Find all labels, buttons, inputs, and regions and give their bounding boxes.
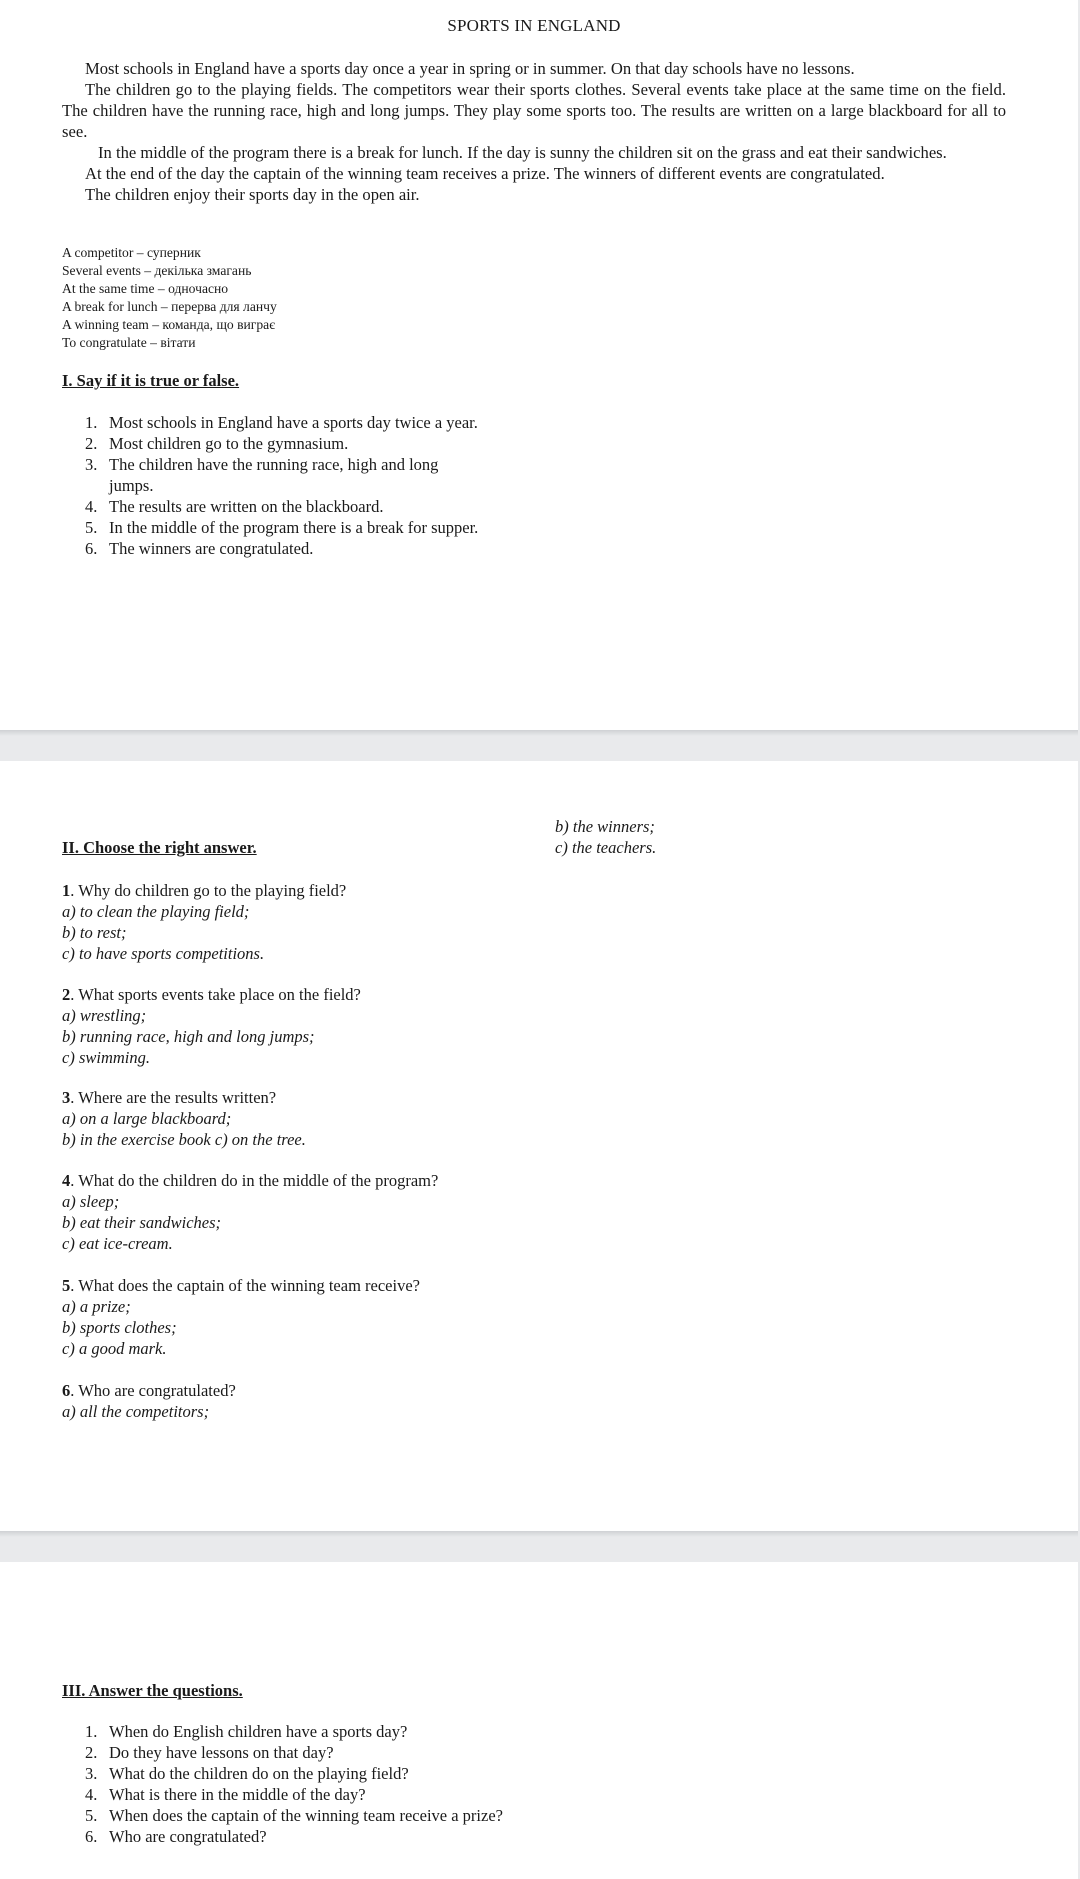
item-number: 3. bbox=[85, 455, 98, 474]
document-title: SPORTS IN ENGLAND bbox=[447, 16, 621, 35]
list-item bbox=[62, 1784, 503, 1805]
answer-option: c) swimming. bbox=[62, 1048, 150, 1067]
answer-option: a) all the competitors; bbox=[62, 1402, 210, 1421]
item-text: Who are congratulated? bbox=[109, 1827, 267, 1846]
list-item bbox=[62, 496, 482, 517]
question-number: 6 bbox=[62, 1381, 71, 1400]
question-text: . Why do children go to the playing field? bbox=[70, 881, 347, 900]
paragraph: In the middle of the program there is a break for lunch. If the day is sunny the children sit on the grass and eat their sandwiches. bbox=[98, 143, 947, 162]
item-number: 4. bbox=[85, 1785, 98, 1804]
questions-list bbox=[62, 1721, 503, 1847]
answer-option: a) to clean the playing field; bbox=[62, 902, 250, 921]
true-false-list bbox=[62, 412, 482, 559]
question-block bbox=[62, 1380, 236, 1422]
question-block bbox=[62, 1087, 306, 1150]
question-block bbox=[62, 1170, 438, 1254]
vocabulary-item: Several events – декілька змагань bbox=[62, 263, 252, 278]
question-number: 2 bbox=[62, 985, 71, 1004]
item-text: Do they have lessons on that day? bbox=[109, 1743, 334, 1762]
item-number: 6. bbox=[85, 539, 98, 558]
item-number: 3. bbox=[85, 1764, 98, 1783]
answer-option: c) to have sports competitions. bbox=[62, 944, 265, 963]
question-block bbox=[62, 984, 361, 1068]
question-text: . Who are congratulated? bbox=[70, 1381, 236, 1400]
question bbox=[62, 984, 361, 1005]
question-number: 1 bbox=[62, 881, 71, 900]
item-number: 5. bbox=[85, 518, 98, 537]
list-item bbox=[62, 1763, 503, 1784]
item-text: In the middle of the program there is a break for supper. bbox=[109, 518, 479, 537]
page-separator bbox=[0, 730, 1078, 736]
side-options bbox=[555, 816, 656, 858]
paragraph: Most schools in England have a sports day once a year in spring or in summer. On that day schools have no lessons. bbox=[85, 59, 855, 78]
vocabulary-item: At the same time – одночасно bbox=[62, 281, 229, 296]
vocabulary-item: To congratulate – вітати bbox=[62, 335, 196, 350]
list-item bbox=[62, 433, 482, 454]
question bbox=[62, 1380, 236, 1401]
paragraph: At the end of the day the captain of the winning team receives a prize. The winners of different events are congratulated. bbox=[85, 164, 885, 183]
answer-option: c) eat ice-cream. bbox=[62, 1234, 173, 1253]
answer-option: b) running race, high and long jumps; bbox=[62, 1027, 315, 1046]
item-text: Most schools in England have a sports day twice a year. bbox=[109, 413, 478, 432]
list-item bbox=[62, 1805, 503, 1826]
question-number: 3 bbox=[62, 1088, 71, 1107]
item-number: 2. bbox=[85, 434, 98, 453]
answer-option: b) sports clothes; bbox=[62, 1318, 177, 1337]
answer-option: b) the winners; bbox=[555, 817, 655, 836]
answer-option: b) in the exercise book c) on the tree. bbox=[62, 1130, 306, 1149]
answer-option: b) to rest; bbox=[62, 923, 127, 942]
answer-option: a) wrestling; bbox=[62, 1006, 147, 1025]
list-item bbox=[62, 1742, 503, 1763]
vocabulary-item: A competitor – суперник bbox=[62, 245, 201, 260]
list-item bbox=[62, 538, 482, 559]
question-text: . Where are the results written? bbox=[70, 1088, 277, 1107]
question-block bbox=[62, 1275, 420, 1359]
item-number: 4. bbox=[85, 497, 98, 516]
vocabulary-item: A break for lunch – перерва для ланчу bbox=[62, 299, 277, 314]
item-text: What do the children do on the playing field? bbox=[109, 1764, 409, 1783]
vocabulary-list bbox=[62, 244, 277, 352]
question-text: . What do the children do in the middle of the program? bbox=[70, 1171, 439, 1190]
answer-option: a) sleep; bbox=[62, 1192, 120, 1211]
item-number: 1. bbox=[85, 1722, 98, 1741]
item-number: 2. bbox=[85, 1743, 98, 1762]
question bbox=[62, 880, 346, 901]
item-number: 5. bbox=[85, 1806, 98, 1825]
question-text: . What does the captain of the winning team receive? bbox=[70, 1276, 420, 1295]
list-item bbox=[62, 412, 482, 433]
section-heading: II. Choose the right answer. bbox=[62, 838, 257, 857]
item-number: 6. bbox=[85, 1827, 98, 1846]
answer-option: a) on a large blackboard; bbox=[62, 1109, 232, 1128]
item-text: When do English children have a sports day? bbox=[109, 1722, 408, 1741]
answer-option: b) eat their sandwiches; bbox=[62, 1213, 222, 1232]
item-text: The children have the running race, high and long jumps. bbox=[109, 455, 439, 495]
item-text: What is there in the middle of the day? bbox=[109, 1785, 366, 1804]
vocabulary-item: A winning team – команда, що виграє bbox=[62, 317, 276, 332]
list-item bbox=[62, 1826, 503, 1847]
paragraph: The children enjoy their sports day in the open air. bbox=[85, 185, 420, 204]
answer-option: c) the teachers. bbox=[555, 838, 657, 857]
list-item bbox=[62, 1721, 503, 1742]
item-text: The results are written on the blackboard. bbox=[109, 497, 384, 516]
section-heading: III. Answer the questions. bbox=[62, 1681, 243, 1700]
page-separator bbox=[0, 1531, 1078, 1537]
paragraph: The children go to the playing fields. The competitors wear their sports clothes. Several events take place at the same time on the field. The children have the running race, high and long jumps. They play some sports too. The results are written on a large blackboard for all to see. bbox=[62, 80, 1006, 141]
question-block bbox=[62, 880, 346, 964]
reading-text bbox=[62, 58, 1006, 205]
question-number: 5 bbox=[62, 1276, 71, 1295]
question bbox=[62, 1275, 420, 1296]
answer-option: a) a prize; bbox=[62, 1297, 131, 1316]
list-item bbox=[62, 454, 482, 496]
item-text: The winners are congratulated. bbox=[109, 539, 314, 558]
section-heading: I. Say if it is true or false. bbox=[62, 371, 240, 390]
list-item bbox=[62, 517, 482, 538]
question bbox=[62, 1087, 306, 1108]
question-text: . What sports events take place on the field? bbox=[70, 985, 361, 1004]
answer-option: c) a good mark. bbox=[62, 1339, 167, 1358]
question-number: 4 bbox=[62, 1171, 71, 1190]
question bbox=[62, 1170, 438, 1191]
item-text: Most children go to the gymnasium. bbox=[109, 434, 349, 453]
item-text: When does the captain of the winning team receive a prize? bbox=[109, 1806, 503, 1825]
item-number: 1. bbox=[85, 413, 98, 432]
